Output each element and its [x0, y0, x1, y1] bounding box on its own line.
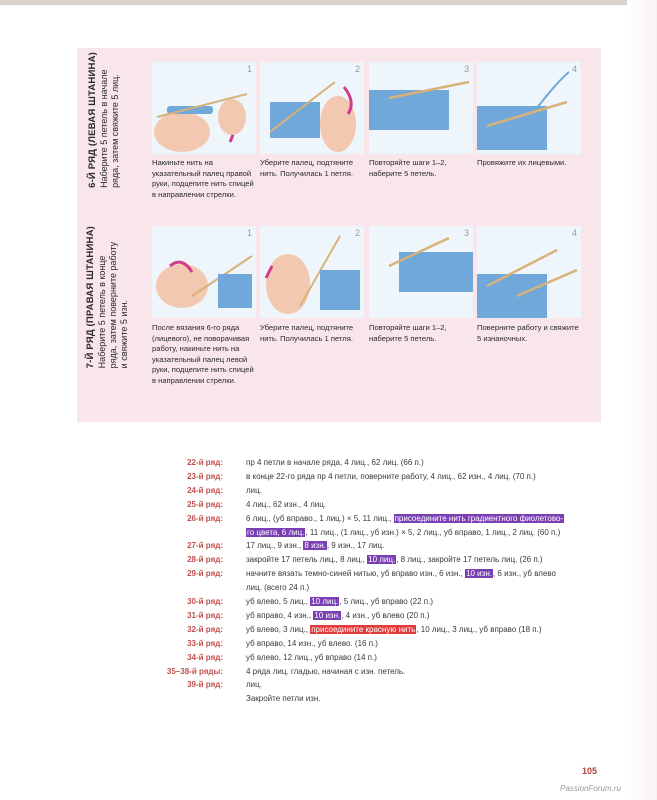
pattern-row — [0, 623, 657, 636]
pattern-row — [0, 456, 657, 469]
row-label: 30-й ряд: — [187, 597, 223, 606]
row6-sub1: Наберите 5 петель в начале — [99, 69, 109, 188]
pattern-row — [0, 665, 657, 678]
highlight-purple: 8 изн. — [304, 541, 326, 551]
knitting-swatch-illustration — [477, 62, 581, 154]
row-text — [246, 498, 326, 511]
row-text — [246, 456, 424, 469]
hand-knitting-illustration — [260, 62, 364, 154]
row7-vertical-label — [84, 226, 130, 386]
text-segment: лиц. — [246, 485, 262, 495]
text-segment: пр 4 петли в начале ряда, 4 лиц., 62 лиц. (66 п.) — [246, 458, 424, 467]
top-border — [0, 0, 657, 5]
pattern-row — [0, 678, 657, 691]
step-number: 1 — [246, 228, 252, 238]
row-text — [246, 665, 405, 678]
row-label: 23-й ряд: — [187, 471, 223, 481]
highlight-purple: 10 изн. — [314, 610, 341, 620]
pattern-row — [0, 595, 657, 608]
text-segment: , 9 изн., 17 лиц. — [326, 541, 385, 551]
row6-step3-photo — [369, 62, 473, 154]
text-segment: , 11 лиц., (1 лиц., уб изн.) × 5, 2 лиц., уб вправо, 1 лиц., 2 лиц. (60 п.) — [305, 527, 561, 537]
text-segment: в конце 22-го ряда пр 4 петли, поверните работу, 4 лиц., 62 изн., 4 лиц. (70 п.) — [246, 471, 536, 481]
row6-step2-caption: Уберите палец, подтяните нить. Получилась 1 петля. — [260, 158, 354, 178]
row-text — [246, 651, 377, 664]
row7-step4-photo — [477, 226, 581, 318]
row6-step2-photo — [260, 62, 364, 154]
text-segment: уб влево, 12 лиц., уб вправо (14 п.) — [246, 652, 377, 662]
row-text — [246, 692, 321, 705]
row7-step2-caption: Уберите палец, подтяните нить. Получилась 1 петля. — [260, 323, 354, 343]
step-number: 4 — [571, 64, 577, 74]
row6-title: 6-Й РЯД (ЛЕВАЯ ШТАНИНА) — [87, 52, 98, 188]
pattern-row — [0, 692, 657, 705]
text-segment: 17 лиц., 9 изн., — [246, 541, 304, 551]
pattern-row — [0, 637, 657, 650]
hand-knitting-illustration — [152, 226, 256, 318]
row-text — [246, 512, 564, 525]
row6-sub2: ряда, затем свяжите 5 лиц. — [110, 74, 120, 188]
row-label: 27-й ряд: — [187, 541, 223, 551]
row-label: 24-й ряд: — [187, 485, 223, 495]
highlight-red: присоедините красную нить — [311, 624, 416, 634]
text-segment: Закройте петли изн. — [246, 694, 321, 704]
row7-step4-caption: Поверните работу и свяжите 5 изнаночных. — [477, 323, 579, 343]
row-text — [246, 567, 556, 580]
hand-knitting-illustration — [152, 62, 256, 154]
text-segment: уб вправо, 4 изн., — [246, 610, 314, 620]
row6-step4-caption: Провяжите их лицевыми. — [477, 158, 567, 167]
row7-sub3: и свяжите 5 изн. — [118, 300, 129, 369]
row-label: 22-й ряд: — [187, 458, 223, 467]
pattern-row — [0, 567, 657, 580]
row-text — [246, 539, 384, 552]
text-segment: , 6 изн., уб влево — [492, 569, 556, 579]
row6-step1-caption: Накиньте нить на указательный палец правой руки, подцепите нить спицей в направлении стрелки. — [152, 158, 254, 199]
step-number: 1 — [246, 64, 252, 74]
text-segment: лиц. — [246, 680, 262, 690]
row6-step3-caption: Повторяйте шаги 1–2, наберите 5 петель. — [369, 158, 447, 178]
highlight-purple: го цвета, 6 лиц. — [247, 527, 305, 537]
row6-step4-photo — [477, 62, 581, 154]
row-text — [246, 623, 542, 636]
row-label: 33-й ряд: — [187, 638, 223, 648]
step-number: 4 — [571, 228, 577, 238]
pattern-row — [0, 609, 657, 622]
pattern-row — [0, 512, 657, 525]
row7-sub2: ряда, затем поверните работу — [107, 241, 118, 369]
pattern-row — [0, 581, 657, 594]
text-segment: уб влево, 5 лиц., — [246, 597, 311, 606]
text-segment: 4 лиц., 62 изн., 4 лиц. — [246, 499, 327, 509]
knitting-swatch-illustration — [477, 226, 581, 318]
highlight-purple: 10 лиц. — [311, 597, 339, 606]
step-number: 3 — [463, 228, 469, 238]
row7-step2-photo — [260, 226, 364, 318]
pattern-row — [0, 651, 657, 664]
knitting-swatch-illustration — [369, 226, 473, 318]
pattern-row — [0, 526, 657, 539]
text-segment: , 10 лиц., 3 лиц., уб вправо (18 п.) — [416, 624, 542, 634]
text-segment: уб влево, 3 лиц., — [246, 624, 311, 634]
row-label: 39-й ряд: — [187, 680, 223, 690]
watermark: PassionForum.ru — [560, 784, 621, 793]
text-segment: , 5 лиц., уб вправо (22 п.) — [339, 597, 433, 606]
text-segment: , 8 лиц., закройте 17 петель лиц. (26 п.) — [396, 555, 543, 565]
row6-step1-photo — [152, 62, 256, 154]
text-segment: лиц. (всего 24 п.) — [246, 583, 310, 593]
highlight-purple: 10 изн. — [466, 569, 492, 579]
row7-step1-photo — [152, 226, 256, 318]
text-segment: , 4 изн., уб влево (20 п.) — [341, 610, 430, 620]
pattern-row — [0, 498, 657, 511]
row-text — [246, 553, 543, 566]
step-number: 3 — [463, 64, 469, 74]
row-text — [246, 581, 309, 594]
page-number: 105 — [582, 766, 598, 776]
text-segment: начните вязать темно-синей нитью, уб вправо изн., 6 изн., — [246, 569, 466, 579]
row7-step3-photo — [369, 226, 473, 318]
row-label: 26-й ряд: — [187, 513, 223, 523]
row-text — [246, 484, 262, 497]
step-number: 2 — [354, 64, 360, 74]
row6-vertical-label — [84, 52, 124, 212]
pattern-row — [0, 553, 657, 566]
row-text — [246, 526, 560, 539]
row-label: 35–38-й ряды: — [166, 666, 223, 676]
row-text — [246, 637, 378, 650]
row-label: 32-й ряд: — [187, 624, 223, 634]
row-text — [246, 470, 536, 483]
row-label: 29-й ряд: — [187, 569, 223, 579]
row7-title: 7-Й РЯД (ПРАВАЯ ШТАНИНА) — [84, 226, 96, 369]
row-text — [246, 678, 262, 691]
row-label: 34-й ряд: — [187, 652, 223, 662]
highlight-purple: 10 лиц. — [368, 555, 396, 565]
text-segment: закройте 17 петель лиц., 8 лиц., — [246, 555, 368, 565]
pattern-row — [0, 470, 657, 483]
row7-sub1: Наберите 5 петель в конце — [96, 255, 107, 369]
text-segment: 6 лиц., (уб вправо., 1 лиц.) × 5, 11 лиц., — [246, 513, 394, 523]
row-label: 31-й ряд: — [187, 610, 223, 620]
pattern-row — [0, 484, 657, 497]
row7-step3-caption: Повторяйте шаги 1–2, наберите 5 петель. — [369, 323, 447, 343]
pattern-row — [0, 539, 657, 552]
hand-knitting-illustration — [260, 226, 364, 318]
text-segment: уб вправо, 14 изн., уб влево. (16 п.) — [246, 638, 378, 648]
row-text — [246, 595, 433, 608]
row-text — [246, 609, 430, 622]
row-label: 28-й ряд: — [187, 555, 223, 565]
knitting-swatch-illustration — [369, 62, 473, 154]
row-label: 25-й ряд: — [187, 499, 223, 509]
step-number: 2 — [354, 228, 360, 238]
row7-step1-caption: После вязания 6-го ряда (лицевого), не поворачивая работу, накиньте нить на указательный палец левой руки, подцепите нить спицей в направлении стрелки. — [152, 323, 254, 385]
text-segment: 4 ряда лиц. гладью, начиная с изн. петель. — [246, 666, 406, 676]
highlight-purple: присоедините нить градиентного фиолетово- — [394, 513, 564, 523]
